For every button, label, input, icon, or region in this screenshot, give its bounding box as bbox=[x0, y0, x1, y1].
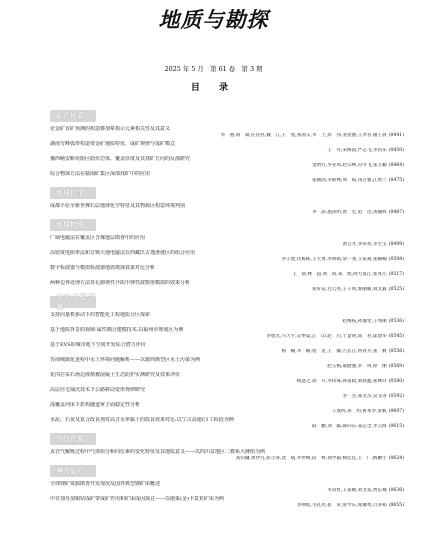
article-title: 成都平原全新世裸石层地球化学特征及其物源区构造环境判别 bbox=[50, 203, 186, 209]
article-authors: 薛 鹏,刘 霖,薛向东,姜志全,李云海 bbox=[311, 424, 387, 429]
article-title: 综合物探方法在赣南矿集区深部找矿中的应用 bbox=[50, 171, 151, 177]
section-header: 地球物理 bbox=[50, 219, 96, 231]
author-line bbox=[50, 319, 404, 325]
author-line bbox=[50, 242, 404, 248]
author-line bbox=[50, 379, 404, 385]
author-line bbox=[50, 163, 404, 169]
toc-entry[interactable] bbox=[50, 141, 404, 154]
article-authors: 李帅程,毛礼亮,崔 荣,张学东,席墉秀,吕喜稻 bbox=[296, 503, 387, 508]
author-line bbox=[50, 409, 404, 415]
toc-entry[interactable] bbox=[50, 342, 404, 355]
section-header: 境外矿产 bbox=[50, 465, 96, 477]
page-number: (0450) bbox=[388, 148, 404, 153]
article-authors: 李 惠,禹 斌,任昆亮,魏 江,王 旭,张国义,李 上,彭 伟,姜优德,王孝君,谢子晨 bbox=[220, 133, 387, 138]
toc-entry[interactable] bbox=[50, 126, 404, 139]
toc-section bbox=[50, 465, 404, 509]
article-authors: 杨 楠,李 楠,程 龙,王 馨,吉长江,何青芳,张 帆 bbox=[281, 349, 387, 354]
page-number: (0607) bbox=[388, 409, 404, 414]
article-title: 浅覆盖河床下盾构隧道掌子面稳定性分析 bbox=[50, 402, 141, 408]
article-title: 中非加丹加铜钴成矿带成矿作用和矿床成因探讨——以刚果(金)卡莫亚矿床为例 bbox=[50, 496, 224, 502]
article-authors: 金明方,李亚周,赵宗林,冯令飞,张万鹏 bbox=[311, 163, 387, 168]
toc-section bbox=[50, 110, 404, 184]
table-of-contents bbox=[50, 108, 404, 512]
article-title: 花岗岩采石场边坡植被混凝土生态防护实测研究及效果评价 bbox=[50, 372, 181, 378]
toc-entry[interactable] bbox=[50, 387, 404, 400]
page-number: (0569) bbox=[388, 364, 404, 369]
article-authors: 李旭光,马天宇,吴季夏,江 山,赵 启,于慧明,郑 君,霍建华 bbox=[266, 334, 387, 339]
article-title: 基于EVS的城市地下空间开发综合潜力评价 bbox=[50, 342, 146, 348]
article-title: 广域电磁法在覆盖区含煤地层勘查中的应用 bbox=[50, 235, 146, 241]
article-authors: 王 晨,林 超,黄 尚,朱 凯,阿力莫江,张兆元 bbox=[292, 272, 387, 277]
page-number: (0545) bbox=[388, 334, 404, 339]
toc-section bbox=[50, 219, 404, 293]
author-line bbox=[50, 178, 404, 184]
toc-entry[interactable] bbox=[50, 481, 404, 494]
article-title: 高层住宅减沉技术下公路移动变形规律研究 bbox=[50, 387, 146, 393]
author-line bbox=[50, 456, 404, 462]
author-line bbox=[50, 257, 404, 263]
author-line bbox=[50, 287, 404, 293]
article-title: 全球锂矿资源勘查开发现况及国外典型锂矿床概述 bbox=[50, 481, 161, 487]
toc-section bbox=[50, 433, 404, 462]
toc-entry[interactable] bbox=[50, 402, 404, 415]
toc-section bbox=[50, 187, 404, 216]
toc-entry[interactable] bbox=[50, 280, 404, 293]
page-number: (0624) bbox=[388, 456, 404, 461]
page-number: (0615) bbox=[388, 424, 404, 429]
author-line bbox=[50, 133, 404, 139]
toc-entry[interactable] bbox=[50, 357, 404, 370]
article-authors: 王成辉,孙 玥,鲁本华,张帆 bbox=[331, 409, 387, 414]
page-number: (0556) bbox=[388, 349, 404, 354]
toc-entry[interactable] bbox=[50, 417, 404, 430]
article-title: 论金矿盲矿预测的构造叠加晕指示元素相关性及其意义 bbox=[50, 126, 171, 132]
section-header: 水文·工程·环境 bbox=[50, 296, 96, 308]
article-authors: 李 杰,郑文杰,吴文涛 bbox=[342, 394, 387, 399]
author-line bbox=[50, 349, 404, 355]
author-line bbox=[50, 148, 404, 154]
page-number: (0636) bbox=[388, 488, 404, 493]
page-number: (0475) bbox=[388, 178, 404, 183]
author-line bbox=[50, 334, 404, 340]
toc-entry[interactable] bbox=[50, 203, 404, 216]
issue-info: 2025 年 5 月 第 61 卷 第 3 期 bbox=[164, 65, 263, 73]
section-header: 矿产地质 bbox=[50, 110, 96, 122]
toc-entry[interactable] bbox=[50, 327, 404, 340]
toc-entry[interactable] bbox=[50, 265, 404, 278]
article-title: 高密度电阻率法和音频大地电磁法在西藏沃古逸滑坡区的组合应用 bbox=[50, 250, 196, 256]
page-number: (0655) bbox=[388, 503, 404, 508]
article-authors: 赵玉梅,戚健强,李 玥,徐 丽 bbox=[327, 364, 387, 369]
author-line bbox=[50, 503, 404, 509]
author-line bbox=[50, 424, 404, 430]
toc-entry[interactable] bbox=[50, 372, 404, 385]
article-authors: 高钧镛,黄伊凡,张小涛,沈 斌,李世峰,段 柯,徐学毅,杨佳佳,王 广,杨鹏宇 bbox=[235, 456, 387, 461]
page-number: (0487) bbox=[388, 210, 404, 215]
article-authors: 张晓国,李新林,周 斌,钱占强,江勇兰 bbox=[311, 178, 387, 183]
article-authors: 杨慧之,徐 开,李伟珠,韩富政,刘晨鑫,张林玲 bbox=[296, 379, 387, 384]
article-title: 水泥、石灰及复合改良剂对高含水率黏土的改良效果对比:以宁古高速C1工程段为例 bbox=[50, 417, 234, 423]
article-authors: 张好安,白云亮,王子明,郭丽丽,刘文毅 bbox=[311, 287, 387, 292]
section-header: 地球化学 bbox=[50, 187, 96, 199]
page-number: (0441) bbox=[388, 133, 404, 138]
article-authors: 赵梅枝,孙瑜堂,王秀丽 bbox=[342, 319, 387, 324]
page-number: (0592) bbox=[388, 394, 404, 399]
article-authors: 王 丹,宋修国,严志飞,李昌乐 bbox=[327, 148, 387, 153]
page-number: (0580) bbox=[388, 379, 404, 384]
article-title: 苏南城镇化进程中水土环境问题解析——以镇西典型区水土污染为例 bbox=[50, 357, 201, 363]
author-line bbox=[50, 364, 404, 370]
toc-title: 目 录 bbox=[190, 83, 237, 93]
article-title: 豫西崤安断块陷区隐伏岩体、覆盖厚度及其找矿方向的反演研究 bbox=[50, 156, 191, 162]
toc-entry[interactable] bbox=[50, 250, 404, 263]
page-number: (0525) bbox=[388, 287, 404, 292]
article-authors: 李双哲,王泰顺,刘文发,贾长城 bbox=[327, 488, 387, 493]
toc-entry[interactable] bbox=[50, 156, 404, 169]
journal-logo: 地质与勘探 bbox=[158, 7, 269, 32]
page-number: (0536) bbox=[388, 319, 404, 324]
toc-entry[interactable] bbox=[50, 235, 404, 248]
toc-entry[interactable] bbox=[50, 312, 404, 325]
toc-entry[interactable] bbox=[50, 496, 404, 509]
article-authors: 李 添,施泽明,唐 宏,赵 达,黄毓辉 bbox=[311, 210, 387, 215]
article-title: 湖南雪峰弧形构造带金矿地质特征、成矿规律与成矿模式 bbox=[50, 141, 176, 147]
page-number: (0517) bbox=[388, 272, 404, 277]
section-header: 油气资源 bbox=[50, 433, 96, 445]
article-authors: 李子建,伏栋栋,王天勇,李明硕,余一尧,王家豪,张楠楠 bbox=[281, 257, 387, 262]
article-authors: 黄自才,李荣亮,李生宝 bbox=[342, 242, 387, 247]
page-number: (0464) bbox=[388, 163, 404, 168]
article-title: 页岩气解吸过程中气体组分和同位素的变化特征及其地质意义——以四川盆地区二叠系大隆组为例 bbox=[50, 449, 266, 455]
author-line bbox=[50, 488, 404, 494]
page-number: (0508) bbox=[388, 257, 404, 262]
toc-entry[interactable] bbox=[50, 449, 404, 462]
article-title: 基于地质背景的视域-属性耦合建模技术:以福州市规划区为例 bbox=[50, 327, 184, 333]
toc-entry[interactable] bbox=[50, 171, 404, 184]
article-title: 两种边界处理方法对孔隙弹性介质中弹性波数值模拟的效果分析 bbox=[50, 280, 191, 286]
toc-section bbox=[50, 292, 404, 430]
author-line bbox=[50, 272, 404, 278]
author-line bbox=[50, 210, 404, 216]
author-line bbox=[50, 394, 404, 400]
page-number: (0499) bbox=[388, 242, 404, 247]
article-title: 支持向量机驱动下的智能化工程地质分区探索 bbox=[50, 312, 151, 318]
article-title: 数字检波器与模拟检波器地震勘探效果对比分析 bbox=[50, 265, 156, 271]
